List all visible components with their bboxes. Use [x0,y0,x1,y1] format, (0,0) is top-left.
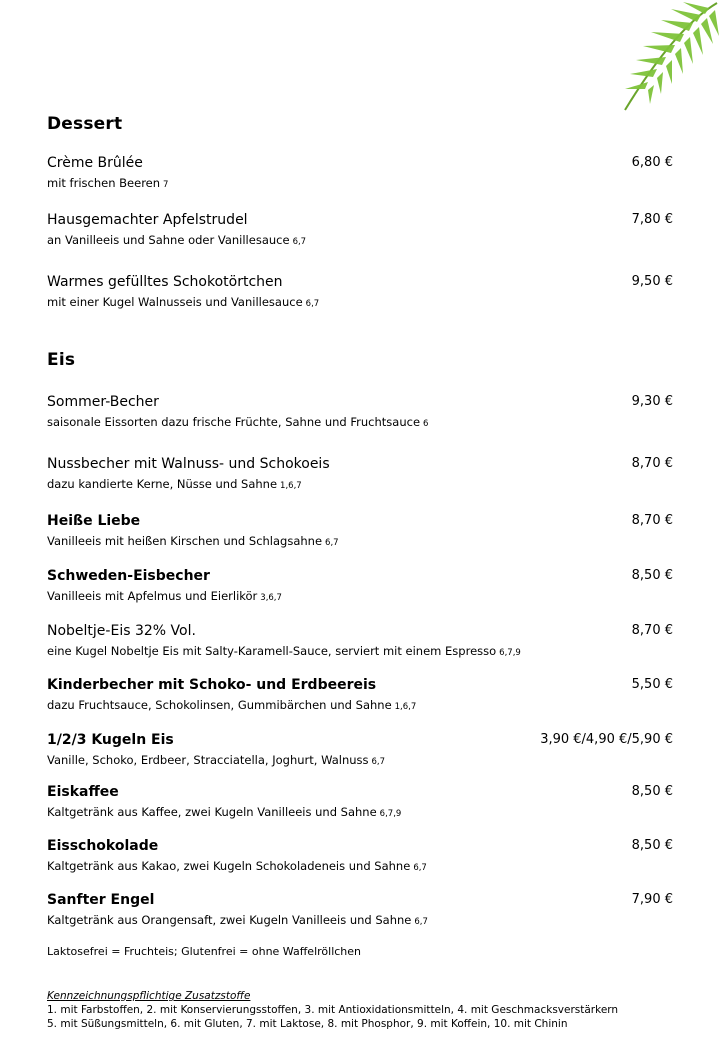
item-description: Vanille, Schoko, Erdbeer, Stracciatella, Joghurt, Walnuss 6,7 [47,753,386,767]
item-name: 1/2/3 Kugeln Eis [47,732,174,748]
menu-item [47,393,673,432]
additives-legend [47,989,618,1031]
item-price: 7,90 € [631,892,673,907]
item-price: 7,80 € [631,212,673,227]
item-name: Schweden-Eisbecher [47,568,210,584]
item-description: mit einer Kugel Walnusseis und Vanillesauce 6,7 [47,295,320,309]
item-description: dazu Fruchtsauce, Schokolinsen, Gummibärchen und Sahne 1,6,7 [47,698,417,712]
item-name: Sommer-Becher [47,394,159,410]
item-price: 8,70 € [631,456,673,471]
item-description: eine Kugel Nobeltje Eis mit Salty-Karamell-Sauce, serviert mit einem Espresso 6,7,9 [47,644,521,658]
item-description: Kaltgetränk aus Kakao, zwei Kugeln Schokoladeneis und Sahne 6,7 [47,859,427,873]
item-name: Hausgemachter Apfelstrudel [47,212,248,228]
item-name: Crème Brûlée [47,155,143,171]
item-price: 9,30 € [631,394,673,409]
item-name: Sanfter Engel [47,892,155,908]
item-price: 5,50 € [631,677,673,692]
item-name: Eisschokolade [47,838,159,854]
additive-codes: 6,7,9 [379,809,402,819]
item-description: Kaltgetränk aus Kaffee, zwei Kugeln Vanilleeis und Sahne 6,7,9 [47,805,402,819]
menu-item [47,676,673,715]
legend-line: 1. mit Farbstoffen, 2. mit Konservierungsstoffen, 3. mit Antioxidationsmitteln, 4. mit Geschmacksverstärkern [47,1004,619,1016]
additive-codes: 7 [163,180,169,190]
additive-codes: 6,7 [414,917,428,927]
additive-codes: 6 [423,419,429,429]
menu-item [47,567,673,606]
menu-item [47,455,673,494]
menu-item [47,891,673,930]
item-price: 8,70 € [631,623,673,638]
additive-codes: 6,7 [292,237,307,247]
item-name: Heiße Liebe [47,513,141,529]
menu-item [47,731,673,770]
menu-item [47,512,673,551]
menu-item [47,273,673,312]
item-description: mit frischen Beeren 7 [47,176,169,190]
item-price: 8,50 € [631,838,673,853]
section-title-eis: Eis [47,350,76,370]
item-description: an Vanilleeis und Sahne oder Vanillesauce 6,7 [47,233,307,247]
legend-line: 5. mit Süßungsmitteln, 6. mit Gluten, 7. mit Laktose, 8. mit Phosphor, 9. mit Koffein, 10. mit Chinin [47,1018,568,1030]
item-description: Vanilleeis mit Apfelmus und Eierlikör 3,6,7 [47,589,282,603]
item-description: saisonale Eissorten dazu frische Früchte, Sahne und Fruchtsauce 6 [47,415,429,429]
legend-title: Kennzeichnungspflichtige Zusatzstoffe [47,990,251,1002]
item-name: Eiskaffee [47,784,119,800]
menu-item [47,783,673,822]
additive-codes: 6,7 [305,299,320,309]
item-price: 3,90 €/4,90 €/5,90 € [540,732,673,747]
item-price: 8,70 € [631,513,673,528]
item-name: Nobeltje-Eis 32% Vol. [47,623,196,639]
additive-codes: 6,7 [371,757,386,767]
menu-item [47,622,673,661]
item-name: Kinderbecher mit Schoko- und Erdbeereis [47,677,377,693]
additive-codes: 6,7,9 [499,648,521,658]
item-description: Vanilleeis mit heißen Kirschen und Schlagsahne 6,7 [47,534,339,548]
item-description: Kaltgetränk aus Orangensaft, zwei Kugeln Vanilleeis und Sahne 6,7 [47,913,428,927]
item-description: dazu kandierte Kerne, Nüsse und Sahne 1,6,7 [47,477,302,491]
menu-item [47,837,673,876]
additive-codes: 6,7 [325,538,339,548]
menu-item [47,211,673,250]
additive-codes: 1,6,7 [394,702,417,712]
item-price: 8,50 € [631,568,673,583]
additive-codes: 1,6,7 [280,481,302,491]
item-price: 6,80 € [631,155,673,170]
palm-leaf-icon [605,0,720,115]
item-price: 8,50 € [631,784,673,799]
item-name: Warmes gefülltes Schokotörtchen [47,274,283,290]
additive-codes: 3,6,7 [260,593,282,603]
additive-codes: 6,7 [413,863,427,873]
dietary-note: Laktosefrei = Fruchteis; Glutenfrei = ohne Waffelröllchen [47,945,362,958]
menu-item [47,154,673,193]
item-price: 9,50 € [631,274,673,289]
section-title-dessert: Dessert [47,114,123,134]
item-name: Nussbecher mit Walnuss- und Schokoeis [47,456,330,472]
